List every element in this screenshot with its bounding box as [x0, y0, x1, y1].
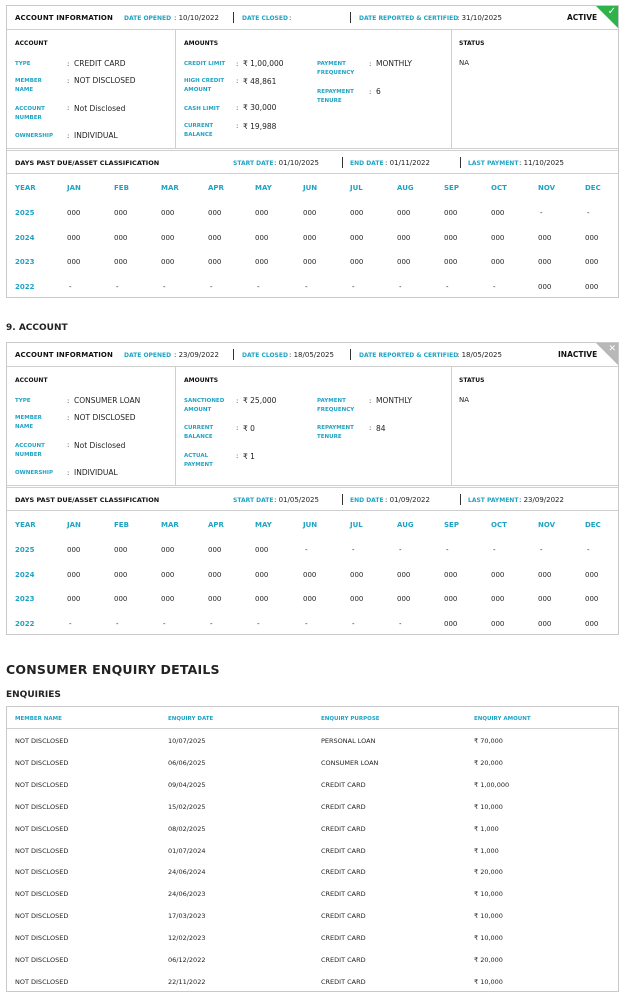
month-column-header: JUL	[350, 184, 363, 192]
month-column-header: AUG	[397, 521, 414, 529]
dpd-cell: 000	[67, 571, 81, 579]
end-date-label: END DATE	[350, 160, 384, 167]
dpd-cell: -	[446, 546, 449, 554]
month-column-header: SEP	[444, 521, 459, 529]
dpd-cell: 000	[114, 546, 128, 554]
dpd-cell: 000	[303, 595, 317, 603]
field-colon: :	[67, 60, 70, 68]
enquiry-cell: ₹ 1,000	[474, 824, 499, 833]
month-column-header: NOV	[538, 184, 556, 192]
date-reported-value: : 31/10/2025	[457, 14, 502, 22]
enquiry-cell: NOT DISCLOSED	[15, 934, 69, 943]
enquiry-cell: 09/04/2025	[168, 780, 206, 789]
enquiry-cell: ₹ 1,000	[474, 846, 499, 855]
enquiry-cell: ₹ 10,000	[474, 934, 503, 943]
enquiry-cell: 17/03/2023	[168, 912, 206, 921]
enquiry-cell: ₹ 10,000	[474, 890, 503, 899]
dpd-cell: 000	[397, 595, 411, 603]
field-label: CURRENT BALANCE	[184, 425, 214, 440]
account-section-title: ACCOUNT	[15, 40, 48, 47]
dpd-cell: -	[399, 620, 402, 628]
field-colon: :	[236, 452, 239, 460]
account-card	[6, 342, 619, 635]
field-label: MEMBER NAME	[15, 415, 42, 430]
field-value: INDIVIDUAL	[74, 468, 118, 477]
enquiry-cell: NOT DISCLOSED	[15, 824, 69, 833]
field-colon: :	[236, 397, 239, 405]
dpd-cell: 000	[491, 620, 505, 628]
last-payment-label: LAST PAYMENT	[468, 160, 519, 167]
dpd-cell: 000	[538, 258, 552, 266]
field-label: CURRENT BALANCE	[184, 123, 214, 138]
enquiry-cell: ₹ 20,000	[474, 868, 503, 877]
dpd-cell: 000	[444, 209, 458, 217]
dpd-cell: 000	[585, 258, 599, 266]
dpd-cell: -	[352, 620, 355, 628]
date-closed-value: : 18/05/2025	[289, 351, 334, 359]
dpd-cell: 000	[491, 234, 505, 242]
status-value: NA	[459, 396, 470, 404]
account-card	[6, 5, 619, 298]
month-column-header: DEC	[585, 184, 601, 192]
enquiry-cell: CREDIT CARD	[321, 934, 366, 943]
dpd-cell: 000	[585, 620, 599, 628]
month-column-header: JAN	[67, 521, 81, 529]
enquiry-cell: ₹ 20,000	[474, 956, 503, 964]
dpd-cell: 000	[491, 595, 505, 603]
month-column-header: AUG	[397, 184, 414, 192]
dpd-cell: 000	[208, 546, 222, 554]
enquiry-cell: 06/12/2022	[168, 956, 206, 964]
last-payment-label: LAST PAYMENT	[468, 497, 519, 504]
enquiry-cell: NOT DISCLOSED	[15, 802, 69, 811]
field-colon: :	[67, 414, 70, 422]
field-value: NOT DISCLOSED	[74, 76, 136, 85]
field-value: INDIVIDUAL	[74, 131, 118, 140]
column-header: ENQUIRY DATE	[168, 716, 214, 722]
year-column-header: YEAR	[15, 184, 36, 192]
dpd-cell: 000	[114, 595, 128, 603]
month-column-header: APR	[208, 184, 224, 192]
field-label: OWNERSHIP	[15, 133, 53, 139]
dpd-cell: 000	[585, 234, 599, 242]
enquiry-cell: ₹ 20,000	[474, 758, 503, 767]
field-value: 84	[376, 424, 386, 433]
dpd-cell: 000	[208, 209, 222, 217]
field-value: ₹ 19,988	[243, 122, 277, 131]
dpd-cell: 000	[208, 234, 222, 242]
dpd-cell: 000	[350, 209, 364, 217]
dpd-cell: -	[493, 283, 496, 291]
field-colon: :	[369, 60, 372, 68]
dpd-cell: 000	[114, 209, 128, 217]
field-label: CREDIT LIMIT	[184, 61, 226, 67]
enquiry-cell: CREDIT CARD	[321, 780, 366, 789]
enquiry-rows	[7, 707, 618, 991]
dpd-title: DAYS PAST DUE/ASSET CLASSIFICATION	[15, 496, 160, 504]
year-label: 2022	[15, 620, 35, 628]
dpd-cell: 000	[161, 258, 175, 266]
field-label: HIGH CREDIT AMOUNT	[184, 78, 225, 93]
field-value: Not Disclosed	[74, 441, 126, 450]
field-value: ₹ 25,000	[243, 396, 277, 405]
dpd-cell: 000	[350, 234, 364, 242]
dpd-cell: -	[210, 283, 213, 291]
dpd-grid	[7, 6, 618, 297]
field-value: 6	[376, 87, 381, 96]
field-value: MONTHLY	[376, 59, 412, 68]
date-opened-label: DATE OPENED	[124, 352, 172, 359]
enquiry-cell: 22/11/2022	[168, 977, 206, 986]
date-reported-label: DATE REPORTED & CERTIFIED	[359, 15, 459, 22]
dpd-cell: 000	[161, 595, 175, 603]
dpd-cell: 000	[444, 234, 458, 242]
enquiry-cell: NOT DISCLOSED	[15, 956, 69, 964]
dpd-cell: -	[305, 283, 308, 291]
dpd-cell: -	[257, 283, 260, 291]
dpd-cell: -	[257, 620, 260, 628]
enquiry-cell: 12/02/2023	[168, 934, 206, 943]
dpd-cell: 000	[491, 258, 505, 266]
account-info-title: ACCOUNT INFORMATION	[15, 351, 113, 359]
dpd-cell: 000	[397, 571, 411, 579]
enquiry-cell: NOT DISCLOSED	[15, 868, 69, 877]
enquiry-cell: CONSUMER LOAN	[321, 758, 379, 767]
dpd-cell: 000	[114, 258, 128, 266]
enquiry-cell: NOT DISCLOSED	[15, 737, 69, 745]
month-column-header: SEP	[444, 184, 459, 192]
dpd-cell: -	[587, 209, 590, 217]
status-section-title: STATUS	[459, 377, 485, 384]
year-label: 2022	[15, 283, 35, 291]
month-column-header: OCT	[491, 521, 507, 529]
dpd-cell: -	[493, 546, 496, 554]
field-value: ₹ 48,861	[243, 77, 277, 86]
enquiry-cell: CREDIT CARD	[321, 890, 366, 899]
enquiry-cell: CREDIT CARD	[321, 824, 366, 833]
dpd-cell: 000	[255, 546, 269, 554]
dpd-cell: 000	[397, 234, 411, 242]
dpd-cell: 000	[538, 234, 552, 242]
dpd-cell: -	[305, 546, 308, 554]
field-label: PAYMENT FREQUENCY	[317, 61, 355, 76]
start-date-value: : 01/10/2025	[274, 159, 319, 167]
field-colon: :	[369, 424, 372, 432]
dpd-cell: -	[540, 209, 543, 217]
dpd-cell: -	[540, 546, 543, 554]
dpd-cell: 000	[397, 209, 411, 217]
status-section-title: STATUS	[459, 40, 485, 47]
dpd-cell: 000	[444, 571, 458, 579]
dpd-cell: 000	[161, 234, 175, 242]
end-date-label: END DATE	[350, 497, 384, 504]
dpd-cell: -	[116, 283, 119, 291]
month-column-header: MAY	[255, 184, 272, 192]
date-closed-label: DATE CLOSED	[242, 15, 288, 22]
dpd-cell: 000	[67, 595, 81, 603]
enquiry-cell: 15/02/2025	[168, 802, 206, 811]
year-column-header: YEAR	[15, 521, 36, 529]
dpd-cell: 000	[491, 209, 505, 217]
dpd-cell: 000	[585, 595, 599, 603]
dpd-cell: -	[305, 620, 308, 628]
dpd-cell: -	[69, 283, 72, 291]
dpd-cell: 000	[114, 571, 128, 579]
enquiry-cell: ₹ 10,000	[474, 802, 503, 811]
month-column-header: JUN	[303, 184, 318, 192]
status-badge: INACTIVE	[558, 350, 598, 359]
field-label: OWNERSHIP	[15, 470, 53, 476]
year-label: 2024	[15, 234, 35, 242]
dpd-cell: 000	[538, 620, 552, 628]
enquiries-table	[6, 706, 619, 992]
dpd-cell: -	[163, 283, 166, 291]
dpd-cell: 000	[255, 209, 269, 217]
dpd-grid	[7, 343, 618, 634]
field-label: TYPE	[15, 398, 31, 404]
enquiry-cell: 01/07/2024	[168, 846, 206, 855]
enquiry-cell: NOT DISCLOSED	[15, 780, 69, 789]
field-colon: :	[236, 60, 239, 68]
start-date-label: START DATE	[233, 497, 274, 504]
dpd-cell: -	[587, 546, 590, 554]
dpd-cell: 000	[585, 283, 599, 291]
end-date-value: : 01/11/2022	[385, 159, 430, 167]
field-label: TYPE	[15, 61, 31, 67]
enquiry-cell: NOT DISCLOSED	[15, 912, 69, 921]
amounts-section-title: AMOUNTS	[184, 377, 219, 384]
dpd-cell: 000	[350, 258, 364, 266]
enquiry-cell: ₹ 70,000	[474, 737, 503, 745]
enquiries-title: ENQUIRIES	[6, 690, 61, 700]
enquiry-section-title: CONSUMER ENQUIRY DETAILS	[6, 662, 220, 677]
enquiry-cell: CREDIT CARD	[321, 977, 366, 986]
column-header: ENQUIRY AMOUNT	[474, 716, 531, 722]
month-column-header: MAR	[161, 184, 179, 192]
dpd-cell: -	[210, 620, 213, 628]
enquiry-cell: CREDIT CARD	[321, 912, 366, 921]
dpd-cell: 000	[67, 546, 81, 554]
dpd-cell: 000	[114, 234, 128, 242]
field-label: REPAYMENT TENURE	[317, 89, 354, 104]
month-column-header: MAR	[161, 521, 179, 529]
dpd-cell: 000	[67, 209, 81, 217]
month-column-header: FEB	[114, 184, 129, 192]
enquiry-cell: CREDIT CARD	[321, 868, 366, 877]
field-value: CREDIT CARD	[74, 59, 126, 68]
enquiry-cell: NOT DISCLOSED	[15, 977, 69, 986]
enquiry-cell: 06/06/2025	[168, 758, 206, 767]
dpd-cell: 000	[255, 258, 269, 266]
date-closed-value: :	[289, 14, 292, 22]
enquiry-cell: NOT DISCLOSED	[15, 846, 69, 855]
field-colon: :	[236, 77, 239, 85]
field-colon: :	[67, 397, 70, 405]
account-info-title: ACCOUNT INFORMATION	[15, 14, 113, 22]
dpd-cell: 000	[538, 595, 552, 603]
enquiry-cell: CREDIT CARD	[321, 802, 366, 811]
enquiry-cell: ₹ 10,000	[474, 977, 503, 986]
month-column-header: FEB	[114, 521, 129, 529]
month-column-header: JUN	[303, 521, 318, 529]
dpd-cell: 000	[491, 571, 505, 579]
dpd-cell: 000	[303, 234, 317, 242]
field-value: NOT DISCLOSED	[74, 413, 136, 422]
field-value: CONSUMER LOAN	[74, 396, 141, 405]
enquiry-cell: 08/02/2025	[168, 824, 206, 833]
year-label: 2024	[15, 571, 35, 579]
year-label: 2023	[15, 258, 35, 266]
dpd-cell: 000	[67, 234, 81, 242]
end-date-value: : 01/09/2022	[385, 496, 430, 504]
dpd-cell: -	[399, 283, 402, 291]
field-label: REPAYMENT TENURE	[317, 425, 354, 440]
enquiry-cell: CREDIT CARD	[321, 846, 366, 855]
dpd-cell: 000	[255, 234, 269, 242]
dpd-cell: 000	[350, 595, 364, 603]
year-label: 2025	[15, 209, 35, 217]
enquiry-cell: NOT DISCLOSED	[15, 758, 69, 767]
dpd-title: DAYS PAST DUE/ASSET CLASSIFICATION	[15, 159, 160, 167]
field-colon: :	[67, 77, 70, 85]
check-icon: ✓	[607, 6, 616, 17]
dpd-cell: 000	[303, 571, 317, 579]
year-label: 2023	[15, 595, 35, 603]
dpd-cell: -	[399, 546, 402, 554]
field-label: ACTUAL PAYMENT	[184, 453, 213, 468]
enquiry-cell: ₹ 1,00,000	[474, 780, 510, 789]
dpd-cell: 000	[303, 258, 317, 266]
enquiry-cell: CREDIT CARD	[321, 956, 366, 964]
field-value: ₹ 1	[243, 452, 255, 461]
dpd-cell: -	[446, 283, 449, 291]
field-label: SANCTIONED AMOUNT	[184, 398, 225, 413]
field-colon: :	[67, 132, 70, 140]
dpd-cell: -	[69, 620, 72, 628]
enquiry-cell: 24/06/2023	[168, 890, 206, 899]
dpd-cell: 000	[585, 571, 599, 579]
field-value: ₹ 1,00,000	[243, 59, 284, 68]
dpd-cell: 000	[161, 571, 175, 579]
dpd-cell: 000	[161, 209, 175, 217]
date-opened-value: : 23/09/2022	[174, 351, 219, 359]
field-colon: :	[369, 397, 372, 405]
dpd-cell: 000	[255, 595, 269, 603]
dpd-cell: 000	[397, 258, 411, 266]
field-colon: :	[236, 104, 239, 112]
dpd-cell: 000	[208, 258, 222, 266]
field-label: CASH LIMIT	[184, 106, 220, 112]
field-label: ACCOUNT NUMBER	[15, 443, 45, 458]
dpd-cell: 000	[161, 546, 175, 554]
month-column-header: OCT	[491, 184, 507, 192]
field-label: PAYMENT FREQUENCY	[317, 398, 355, 413]
dpd-cell: -	[116, 620, 119, 628]
date-closed-label: DATE CLOSED	[242, 352, 288, 359]
dpd-cell: 000	[538, 283, 552, 291]
column-header: MEMBER NAME	[15, 716, 62, 722]
month-column-header: JAN	[67, 184, 81, 192]
field-colon: :	[369, 88, 372, 96]
enquiry-cell: ₹ 10,000	[474, 912, 503, 921]
month-column-header: NOV	[538, 521, 556, 529]
field-label: ACCOUNT NUMBER	[15, 106, 45, 121]
field-value: Not Disclosed	[74, 104, 126, 113]
month-column-header: DEC	[585, 521, 601, 529]
account-heading: 9. ACCOUNT	[6, 323, 68, 333]
enquiry-cell: NOT DISCLOSED	[15, 890, 69, 899]
last-payment-value: : 11/10/2025	[519, 159, 564, 167]
dpd-cell: 000	[208, 595, 222, 603]
field-colon: :	[236, 122, 239, 130]
start-date-label: START DATE	[233, 160, 274, 167]
date-opened-label: DATE OPENED	[124, 15, 172, 22]
dpd-cell: -	[352, 546, 355, 554]
field-value: ₹ 0	[243, 424, 255, 433]
date-reported-value: : 18/05/2025	[457, 351, 502, 359]
last-payment-value: : 23/09/2022	[519, 496, 564, 504]
enquiry-cell: 24/06/2024	[168, 868, 206, 877]
enquiry-cell: 10/07/2025	[168, 737, 206, 745]
month-column-header: APR	[208, 521, 224, 529]
dpd-cell: 000	[444, 595, 458, 603]
dpd-cell: 000	[444, 258, 458, 266]
dpd-cell: 000	[208, 571, 222, 579]
amounts-section-title: AMOUNTS	[184, 40, 219, 47]
year-label: 2025	[15, 546, 35, 554]
date-opened-value: : 10/10/2022	[174, 14, 219, 22]
status-value: NA	[459, 59, 470, 67]
field-value: MONTHLY	[376, 396, 412, 405]
dpd-cell: 000	[350, 571, 364, 579]
field-colon: :	[236, 424, 239, 432]
dpd-cell: 000	[444, 620, 458, 628]
dpd-cell: -	[352, 283, 355, 291]
dpd-cell: 000	[67, 258, 81, 266]
month-column-header: JUL	[350, 521, 363, 529]
column-header: ENQUIRY PURPOSE	[321, 716, 380, 722]
date-reported-label: DATE REPORTED & CERTIFIED	[359, 352, 459, 359]
field-value: ₹ 30,000	[243, 103, 277, 112]
dpd-cell: 000	[255, 571, 269, 579]
start-date-value: : 01/05/2025	[274, 496, 319, 504]
enquiry-cell: PERSONAL LOAN	[321, 737, 376, 745]
account-section-title: ACCOUNT	[15, 377, 48, 384]
field-colon: :	[67, 104, 70, 112]
month-column-header: MAY	[255, 521, 272, 529]
dpd-cell: 000	[538, 571, 552, 579]
field-colon: :	[67, 469, 70, 477]
status-badge: ACTIVE	[567, 13, 598, 22]
field-label: MEMBER NAME	[15, 78, 42, 93]
dpd-cell: 000	[303, 209, 317, 217]
close-icon: ✕	[608, 344, 616, 354]
field-colon: :	[67, 441, 70, 449]
dpd-cell: -	[163, 620, 166, 628]
